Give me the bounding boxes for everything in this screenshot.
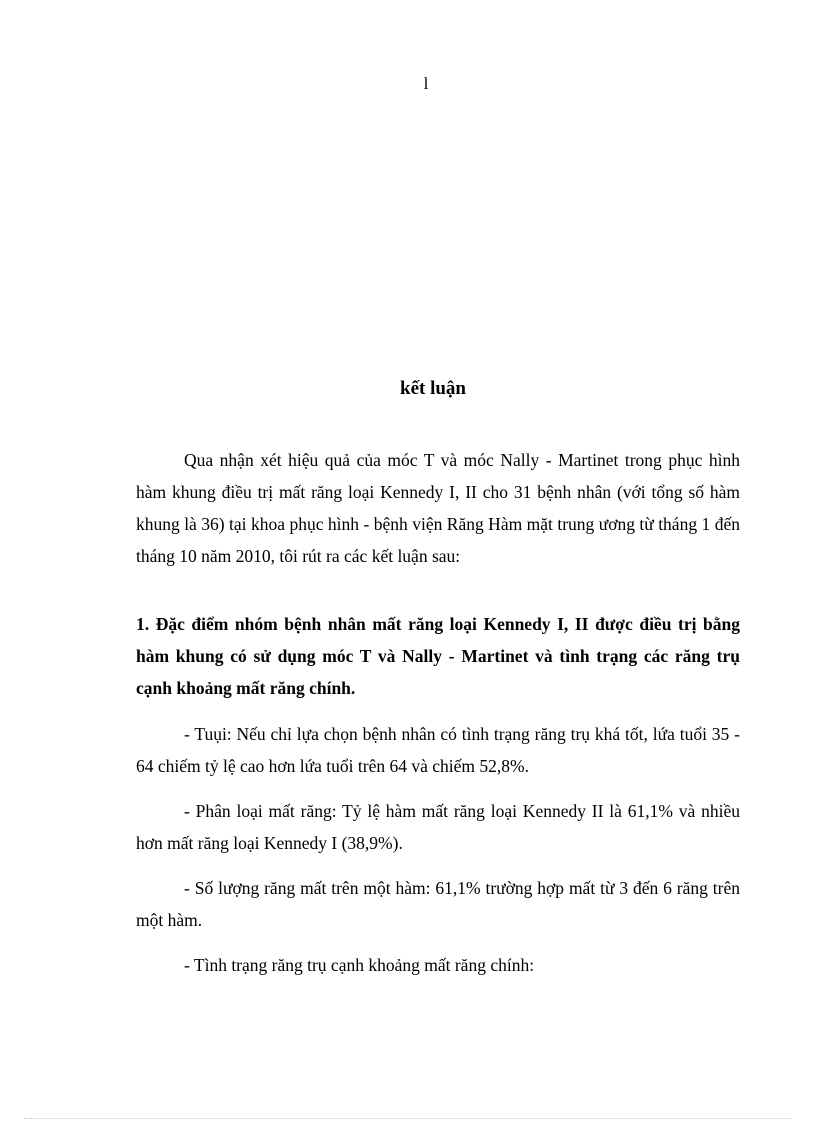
bullet-age: - Tuụi: Nếu chỉ lựa chọn bệnh nhân có tình trạng răng trụ khá tốt, lứa tuổi 35 - 64 chiếm tỷ lệ cao hơn lứa tuổi trên 64 và chiếm 52,8%. [136, 724, 740, 776]
footer-dotted-rule [24, 1118, 792, 1119]
page-title: kết luận [400, 378, 466, 399]
intro-paragraph-block [136, 444, 740, 572]
conclusion-bullet-list [136, 718, 740, 994]
bullet-abutment-condition: - Tình trạng răng trụ cạnh khoảng mất răng chính: [184, 955, 535, 975]
intro-paragraph: Qua nhận xét hiệu quả của móc T và móc Nally - Martinet trong phục hình hàm khung điều trị mất răng loại Kennedy I, II cho 31 bệnh nhân (với tổng số hàm khung là 36) tại khoa phục hình - bệnh viện Răng Hàm mặt trung ương từ tháng 1 đến tháng 10 năm 2010, tôi rút ra các kết luận sau: [136, 450, 740, 566]
section-1-heading: 1. Đặc điểm nhóm bệnh nhân mất răng loại Kennedy I, II được điều trị bằng hàm khung có sử dụng móc T và Nally - Martinet và tình trạng các răng trụ cạnh khoảng mất răng chính. [136, 614, 740, 698]
page-number: l [423, 74, 429, 93]
bullet-missing-teeth-count: - Số lượng răng mất trên một hàm: 61,1% trường hợp mất từ 3 đến 6 răng trên một hàm. [136, 878, 740, 930]
bullet-classification: - Phân loại mất răng: Tỷ lệ hàm mất răng loại Kennedy II là 61,1% và nhiều hơn mất răng loại Kennedy I (38,9%). [136, 801, 740, 853]
section-1-heading-block [136, 608, 740, 704]
